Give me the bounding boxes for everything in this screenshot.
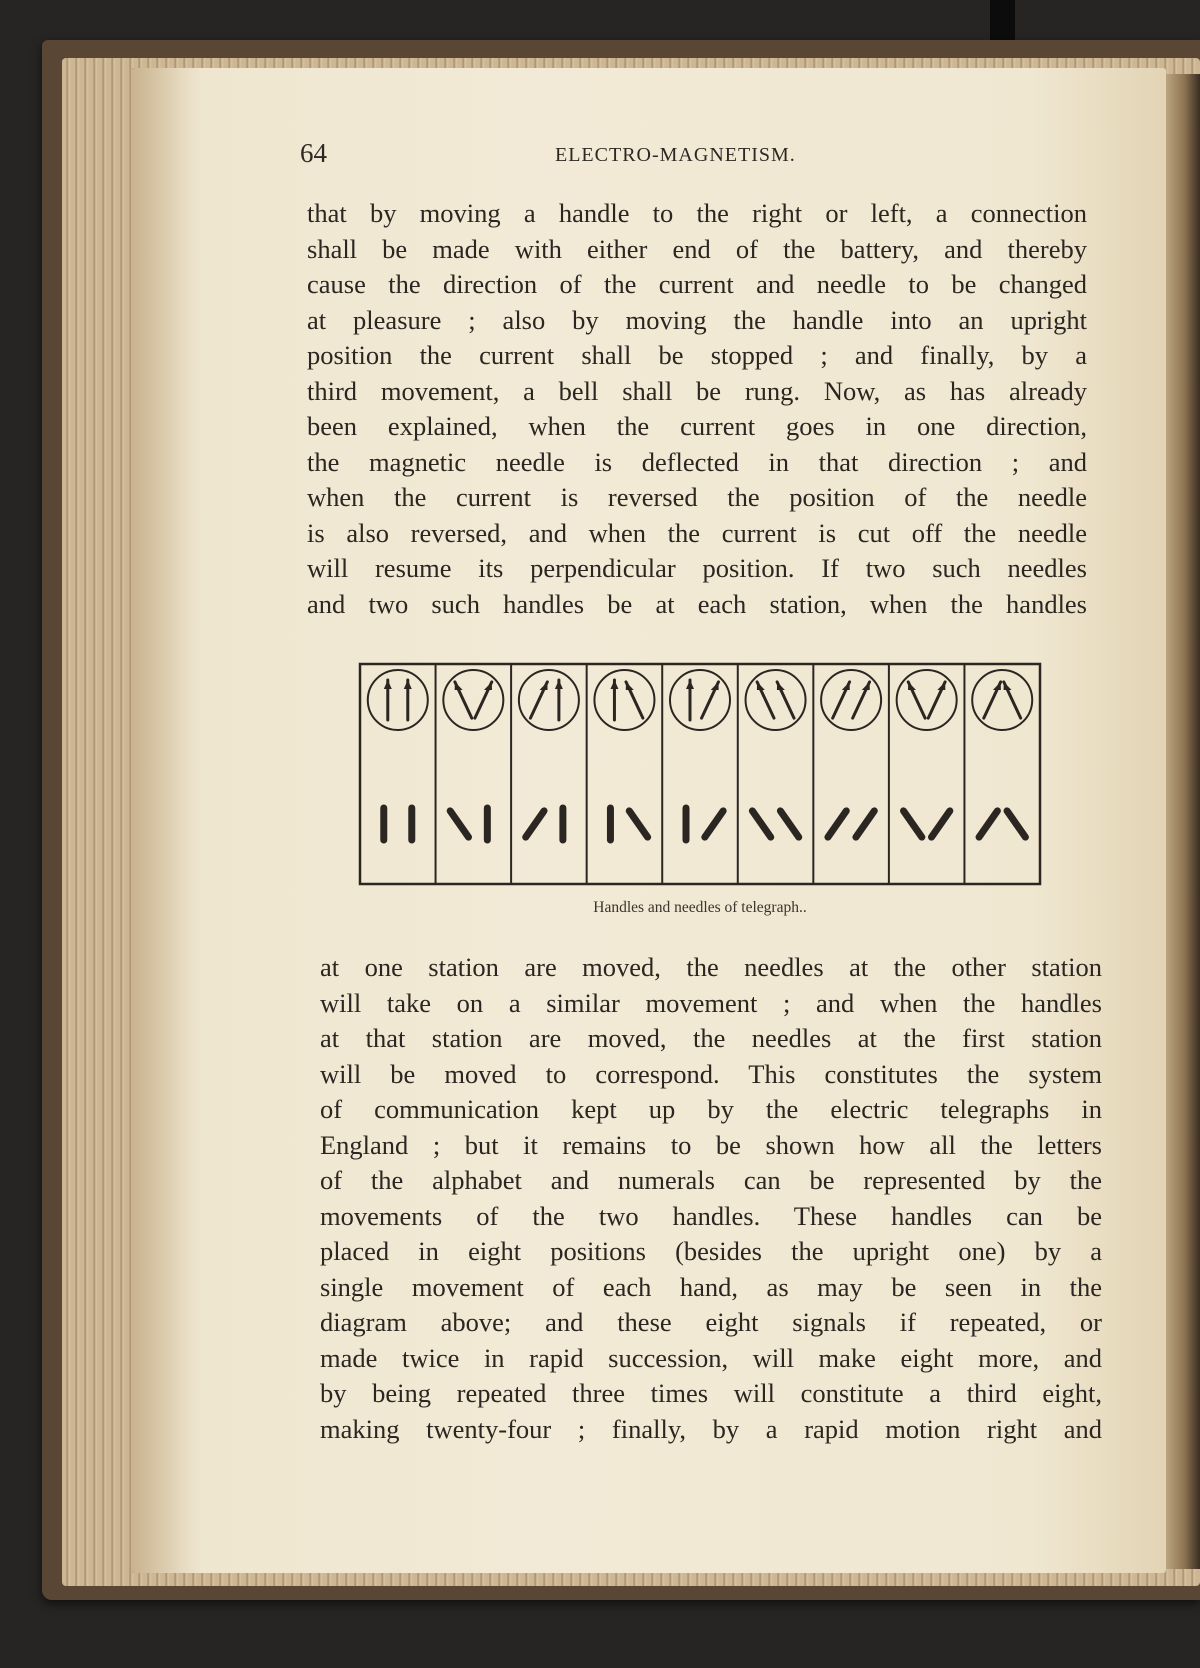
text-line: the magnetic needle is deflected in that direction ; and [307, 446, 1087, 477]
text-line: of communication kept up by the electric telegraphs in [320, 1094, 1102, 1124]
dial-circle [594, 670, 654, 730]
text-line: been explained, when the current goes in one direction, [307, 411, 1087, 441]
telegraph-handle [450, 811, 468, 837]
needle-tip [908, 682, 916, 690]
telegraph-handle [856, 811, 874, 837]
telegraph-handle [705, 811, 723, 837]
text-line: that by moving a handle to the right or left, a connection [307, 198, 1087, 228]
telegraph-handle [629, 811, 647, 837]
needle-tip [993, 682, 1001, 690]
text-line: at pleasure ; also by moving the handle into an upright [307, 304, 1087, 335]
needle-tip [484, 682, 492, 690]
text-line: will take on a similar movement ; and when the handles [320, 987, 1102, 1018]
page-foxing [132, 68, 202, 1573]
dial-circle [897, 670, 957, 730]
needle-tip [540, 682, 548, 690]
text-line: third movement, a bell shall be rung. Now, as has already [307, 375, 1087, 406]
needle-tip [757, 682, 765, 690]
text-line: shall be made with either end of the battery, and thereby [307, 233, 1087, 264]
telegraph-handle [828, 811, 846, 837]
text-line: at that station are moved, the needles at the first station [320, 1023, 1102, 1053]
needle-tip [404, 680, 412, 689]
text-line: placed in eight positions (besides the upright one) by a [320, 1236, 1102, 1266]
paragraph-bottom [320, 950, 1102, 1447]
telegraph-handle [752, 811, 770, 837]
running-title: ELECTRO-MAGNETISM. [555, 144, 796, 166]
text-line: England ; but it remains to be shown how all the letters [320, 1129, 1102, 1160]
needle-tip [384, 680, 392, 689]
text-line: cause the direction of the current and needle to be changed [307, 269, 1087, 299]
figure-caption: Handles and needles of telegraph.. [593, 899, 807, 916]
telegraph-handle [931, 811, 949, 837]
telegraph-handle [526, 811, 544, 837]
needle-tip [555, 680, 563, 689]
text-line: by being repeated three times will constitute a third eight, [320, 1378, 1102, 1408]
text-line: and two such handles be at each station, when the handles [307, 588, 1087, 619]
needle-tip [686, 680, 694, 689]
text-line: diagram above; and these eight signals if repeated, or [320, 1307, 1102, 1337]
dial-circle [972, 670, 1032, 730]
needle-tip [626, 682, 634, 690]
needle-tip [777, 682, 785, 690]
text-line: is also reversed, and when the current is cut off the needle [307, 517, 1087, 548]
text-line: making twenty-four ; finally, by a rapid motion right and [320, 1413, 1102, 1444]
text-line: when the current is reversed the position of the needle [307, 482, 1087, 512]
needle-tip [937, 682, 945, 690]
text-line: of the alphabet and numerals can be represented by the [320, 1165, 1102, 1195]
dial-circle [519, 670, 579, 730]
text-line: position the current shall be stopped ; and finally, by a [307, 340, 1087, 370]
paragraph-top [307, 196, 1087, 622]
text-line: at one station are moved, the needles at the other station [320, 952, 1102, 982]
needle-tip [455, 682, 463, 690]
needle-tip [711, 682, 719, 690]
dial-circle [670, 670, 730, 730]
telegraph-handle [979, 811, 997, 837]
needle-tip [862, 682, 870, 690]
dial-circle [746, 670, 806, 730]
telegraph-handle [780, 811, 798, 837]
telegraph-handle [903, 811, 921, 837]
telegraph-figure [355, 654, 1045, 892]
needle-tip [842, 682, 850, 690]
text-line: made twice in rapid succession, will make eight more, and [320, 1342, 1102, 1373]
dial-circle [821, 670, 881, 730]
text-line: will resume its perpendicular position. If two such needles [307, 553, 1087, 583]
dial-circle [443, 670, 503, 730]
page-number: 64 [300, 138, 327, 168]
needle-tip [610, 680, 618, 689]
book-gutter [1160, 74, 1200, 1569]
text-line: movements of the two handles. These handles can be [320, 1200, 1102, 1231]
telegraph-handle [1007, 811, 1025, 837]
text-line: will be moved to correspond. This constitutes the system [320, 1058, 1102, 1089]
dial-circle [368, 670, 428, 730]
text-line: single movement of each hand, as may be seen in the [320, 1271, 1102, 1302]
needle-tip [1004, 682, 1012, 690]
